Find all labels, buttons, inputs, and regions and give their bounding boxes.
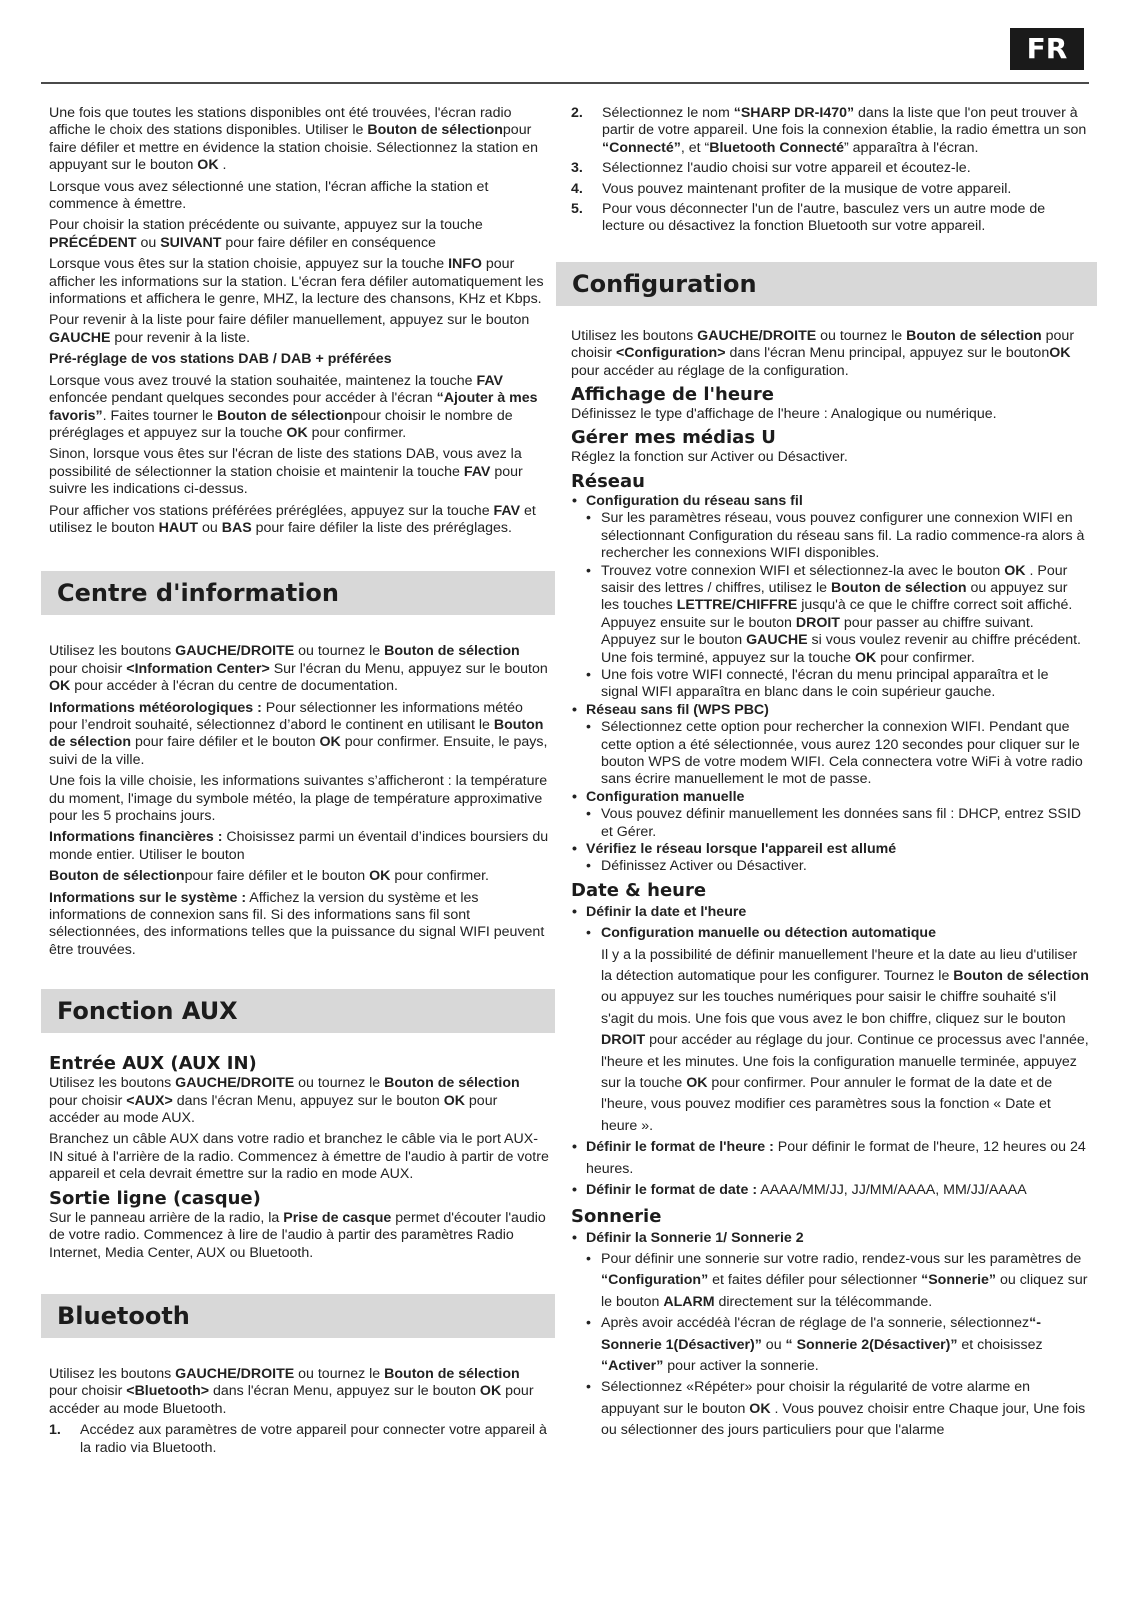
section-title-aux: Fonction AUX [41, 989, 555, 1033]
list-item: 5. Pour vous déconnecter l'un de l'autre, basculez vers un autre mode de lecture ou désactivez la fonction Bluetooth sur votre appareil. [571, 201, 1046, 235]
paragraph: Sur le panneau arrière de la radio, la Prise de casque permet d'écouter l'audio de votre radio. Commencez à lire de l'audio à partir des paramètres Radio Internet, Media Center, AUX ou Bluetooth. [49, 1209, 546, 1261]
preset-heading: Pré-réglage de vos stations DAB / DAB + préférées [49, 351, 392, 368]
subheading-media: Gérer mes médias U [571, 427, 776, 449]
subheading-alarm: Sonnerie [571, 1205, 662, 1227]
header-rule [41, 82, 1089, 84]
paragraph: Utilisez les boutons GAUCHE/DROITE ou tournez le Bouton de sélection pour choisir <Bluetooth> dans l'écran Menu, appuyez sur le bouton OK pour accéder au mode Bluetooth. [49, 1365, 534, 1417]
paragraph: Utilisez les boutons GAUCHE/DROITE ou tournez le Bouton de sélection pour choisir <Information Center> Sur l'écran du Menu, appuyez sur le bouton OK pour accéder à l'écran du centre de documentation. [49, 643, 548, 695]
list-item: 4. Vous pouvez maintenant profiter de la musique de votre appareil. [571, 180, 1012, 197]
paragraph: Pour revenir à la liste pour faire défiler manuellement, appuyez sur le bouton GAUCHE pour revenir à la liste. [49, 312, 530, 346]
paragraph: Pour choisir la station précédente ou suivante, appuyez sur la touche PRÉCÉDENT ou SUIVANT pour faire défiler en conséquence [49, 217, 483, 251]
paragraph: Une fois la ville choisie, les informations suivantes s’afficheront : la température du moment, l'image du symbole météo, la plage de température approximative pour les 5 prochains jours. [49, 773, 548, 824]
paragraph: Utilisez les boutons GAUCHE/DROITE ou tournez le Bouton de sélection pour choisir <AUX> dans l'écran Menu, appuyez sur le bouton OK pour accéder au mode AUX. [49, 1075, 520, 1127]
paragraph: Lorsque vous avez trouvé la station souhaitée, maintenez la touche FAV enfoncée pendant quelques secondes pour accéder à l'écran “Ajouter à mes favoris”. Faites tourner le Bouton de sélectionpour choisir le nombre de préréglages et appuyez sur la touche OK pour confirmer. [49, 372, 538, 441]
list-item: • Trouvez votre connexion WIFI et sélectionnez-la avec le bouton OK . Pour saisir des lettres / chiffres, utilisez le Bouton de sélection ou appuyez sur les touches LETTRE/CHIFFRE jusqu'à ce que le chiffre correct soit affiché. Appuyez ensuite sur le bouton DROIT pour passer au chiffre suivant. Appuyez sur le bouton GAUCHE si vous voulez revenir au chiffre précédent. Une fois terminé, appuyez sur la touche OK pour confirmer. [586, 562, 1081, 666]
subheading-network: Réseau [571, 470, 645, 492]
section-title-info-center: Centre d'information [41, 571, 555, 615]
paragraph: Informations météorologiques : Pour sélectionner les informations météo pour l’endroit souhaité, sélectionnez d’abord le continent en utilisant le Bouton de sélection pour faire défiler et le bouton OK pour confirmer. Ensuite, le pays, suivi de la ville. [49, 699, 548, 768]
list-item: • Définir la date et l'heure [572, 903, 747, 920]
section-title-bluetooth: Bluetooth [41, 1294, 555, 1338]
list-item: • Une fois votre WIFI connecté, l'écran du menu principal apparaîtra et le signal WIFI apparaîtra en blanc dans le coin supérieur gauche. [586, 666, 1049, 701]
list-item: • Définir le format de date : AAAA/MM/JJ, JJ/MM/AAAA, MM/JJ/AAAA [572, 1182, 1027, 1199]
subheading-time-display: Affichage de l'heure [571, 384, 774, 406]
list-item: • Après avoir accédéà l'écran de réglage de l'a sonnerie, sélectionnez“- Sonnerie 1(Désactiver)” ou “ Sonnerie 2(Désactiver)” et choisissez “Activer” pour activer la sonnerie. [586, 1315, 1043, 1374]
list-item: 3. Sélectionnez l'audio choisi sur votre appareil et écoutez-le. [571, 160, 971, 177]
paragraph: Il y a la possibilité de définir manuellement l'heure et la date au lieu d'utiliser la détection automatique pour les configurer. Tournez le Bouton de sélection ou appuyez sur les touches numériques pour saisir le chiffre souhaité s'il s'agit du mois. Une fois que vous avez le bon chiffre, cliquez sur le bouton DROIT pour accéder au réglage du jour. Continue ce processus avec l'année, l'heure et les minutes. Une fois la configuration manuelle terminée, appuyez sur la touche OK pour confirmer. Pour annuler le format de la date et de l'heure, vous pouvez modifier ces paramètres sous la fonction « Date et heure ». [601, 946, 1089, 1134]
list-item: • Définir le format de l'heure : Pour définir le format de l'heure, 12 heures ou 24 heures. [572, 1139, 1086, 1177]
list-item: • Configuration manuelle ou détection automatique [586, 925, 936, 942]
paragraph: Définissez le type d'affichage de l'heure : Analogique ou numérique. [571, 406, 997, 423]
paragraph: Pour afficher vos stations préférées préréglées, appuyez sur la touche FAV et utilisez le bouton HAUT ou BAS pour faire défiler la liste des préréglages. [49, 502, 536, 536]
list-item: • Définir la Sonnerie 1/ Sonnerie 2 [572, 1229, 804, 1246]
subheading-date-time: Date & heure [571, 879, 707, 901]
subheading-line-out: Sortie ligne (casque) [49, 1187, 261, 1209]
list-item: • Vous pouvez définir manuellement les données sans fil : DHCP, entrez SSID et Gérer. [586, 806, 1082, 840]
paragraph: Lorsque vous avez sélectionné une station, l'écran affiche la station et commence à émettre. [49, 178, 489, 213]
subheading-aux-in: Entrée AUX (AUX IN) [49, 1053, 257, 1075]
left-column [49, 105, 549, 1460]
paragraph: Bouton de sélectionpour faire défiler et le bouton OK pour confirmer. [49, 868, 489, 885]
list-item: • Configuration manuelle [572, 788, 745, 805]
list-item: • Réseau sans fil (WPS PBC) [572, 701, 769, 718]
list-item: • Sélectionnez cette option pour rechercher la connexion WIFI. Pendant que cette option a été sélectionnée, vous aurez 120 secondes pour cliquer sur le bouton WPS de votre modem WIFI. Cela connectera votre WiFi à votre radio sans écrire manuellement le mot de passe. [586, 719, 1083, 788]
right-column [571, 105, 1089, 1442]
language-badge: FR [1010, 28, 1084, 70]
list-item: • Pour définir une sonnerie sur votre radio, rendez-vous sur les paramètres de “Configuration” et faites défiler pour sélectionner “Sonnerie” ou cliquez sur le bouton ALARM directement sur la télécommande. [586, 1250, 1088, 1310]
section-title-configuration: Configuration [556, 262, 1097, 306]
list-item: 2. Sélectionnez le nom “SHARP DR-I470” dans la liste que l'on peut trouver à partir de votre appareil. Une fois la connexion établie, la radio émettra un son “Connecté”, et “Bluetooth Connecté” apparaîtra à l'écran. [571, 105, 1087, 156]
paragraph: Informations sur le système : Affichez la version du système et les informations de connexion sans fil. Si des informations sans fil sont sélectionnées, des informations telles que la puissance du signal WIFI peuvent être trouvées. [49, 889, 545, 958]
list-item: • Configuration du réseau sans fil [572, 492, 803, 509]
list-item: 1. Accédez aux paramètres de votre appareil pour connecter votre appareil à la radio via Bluetooth. [49, 1422, 547, 1456]
paragraph: Réglez la fonction sur Activer ou Désactiver. [571, 449, 848, 466]
list-item: • Définissez Activer ou Désactiver. [586, 858, 807, 875]
paragraph: Lorsque vous êtes sur la station choisie, appuyez sur la touche INFO pour afficher les informations sur la station. L'écran fera défiler automatiquement les informations et affichera le genre, MHZ, la lecture des chansons, KHz et Kbps. [49, 256, 544, 308]
paragraph: Informations financières : Choisissez parmi un éventail d’indices boursiers du monde entier. Utiliser le bouton [49, 829, 549, 863]
paragraph: Sinon, lorsque vous êtes sur l'écran de liste des stations DAB, vous avez la possibilité de sélectionner la station choisie et maintenir la touche FAV pour suivre les indications ci-dessus. [49, 446, 523, 498]
list-item: • Vérifiez le réseau lorsque l'appareil est allumé [572, 841, 897, 857]
list-item: • Sur les paramètres réseau, vous pouvez configurer une connexion WIFI en sélectionnant Configuration du réseau sans fil. La radio commence-ra alors à rechercher les connexions WIFI disponibles. [586, 510, 1085, 562]
paragraph: Branchez un câble AUX dans votre radio et branchez le câble via le port AUX-IN situé à l'arrière de la radio. Commencez à émettre de l'audio à partir de votre appareil et cela devrait émettre sur la radio en mode AUX. [49, 1131, 549, 1183]
list-item: • Sélectionnez «Répéter» pour choisir la régularité de votre alarme en appuyant sur le bouton OK . Vous pouvez choisir entre Chaque jour, Une fois ou sélectionner des jours particuliers pour que l'alarme [586, 1379, 1086, 1439]
paragraph: Une fois que toutes les stations disponibles ont été trouvées, l'écran radio affiche le choix des stations disponibles. Utiliser le Bouton de sélectionpour faire défiler et mettre en évidence la station choisie. Sélectionnez la station en appuyant sur le bouton OK . [49, 105, 538, 174]
paragraph: Utilisez les boutons GAUCHE/DROITE ou tournez le Bouton de sélection pour choisir <Configuration> dans l'écran Menu principal, appuyez sur le boutonOK pour accéder au réglage de la configuration. [571, 327, 1075, 379]
